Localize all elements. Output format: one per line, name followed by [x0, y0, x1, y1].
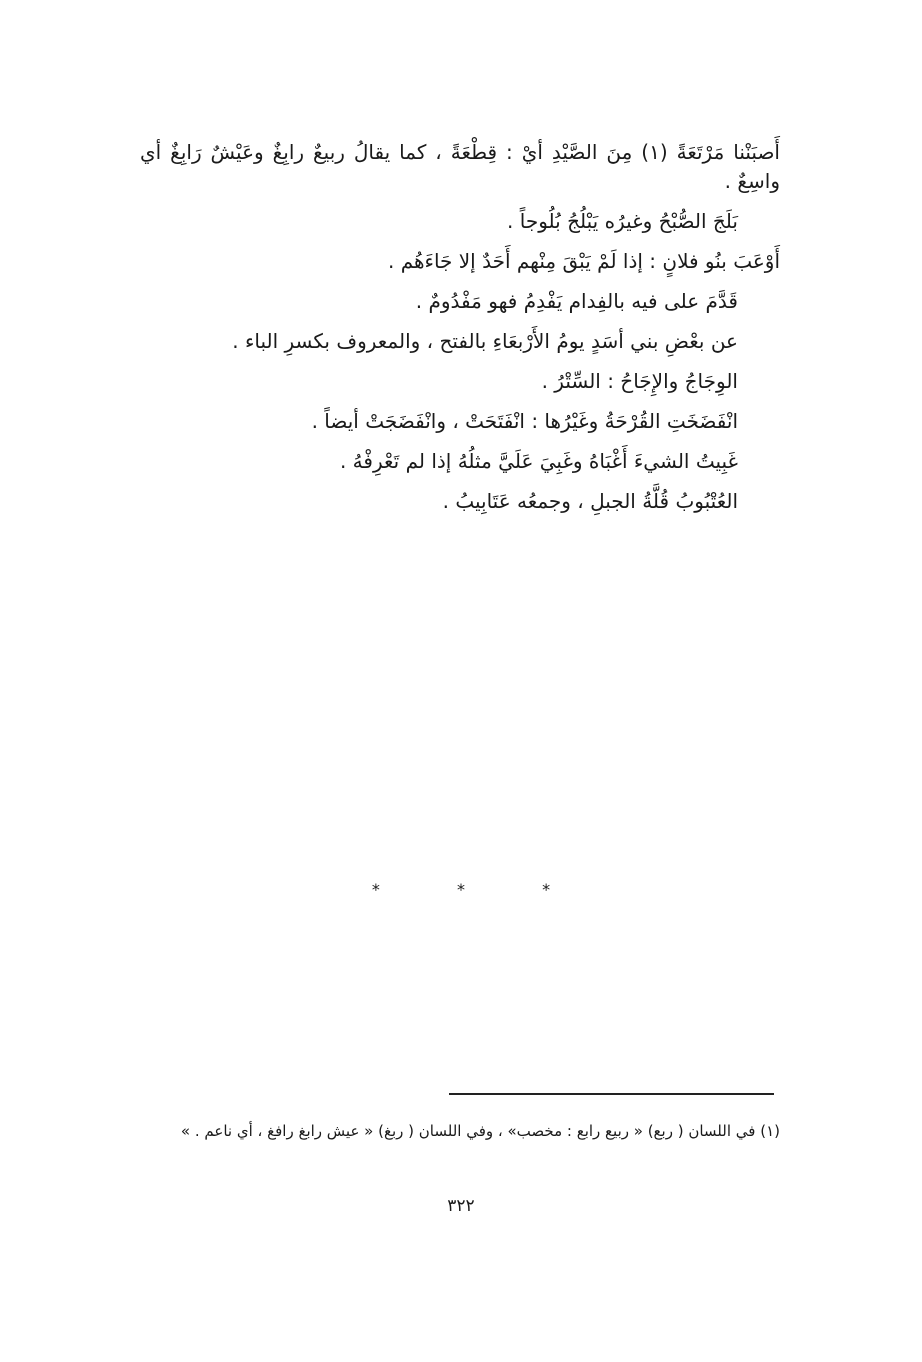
- main-text: [140, 138, 780, 527]
- footnote-divider: [449, 1093, 774, 1095]
- footnote: (١) في اللسان ( ربع) « ربيع رابع : مخصب» ، وفي اللسان ( ربغ) « عيش رابغ رافغ ، أي ناعم . »: [180, 1122, 780, 1140]
- paragraph-balaja: بَلَجَ الصُّبْحُ وغيرُه يَبْلُجُ بُلُوجاً .: [507, 209, 738, 233]
- page-number: ٣٢٢: [447, 1196, 475, 1216]
- paragraph-arbiaa: عن بعْضِ بني أسَدٍ يومُ الأَرْبعَاءِ بالفتح ، والمعروف بكسرِ الباء .: [232, 329, 738, 353]
- paragraph-utbub: العُتْبُوبُ قُلَّةُ الجبلِ ، وجمعُه عَتَابِيبُ .: [442, 489, 738, 513]
- paragraph-wijaj: الوِجَاجُ والإِجَاحُ : السِّتْرُ .: [541, 369, 738, 393]
- paragraph-awaba: أَوْعَبَ بنُو فلانٍ : إذا لَمْ يَبْقَ مِنْهم أَحَدٌ إلا جَاءَهُم .: [387, 249, 780, 273]
- paragraph-infadakhat: انْفَضَخَتِ القُرْحَةُ وغَيْرُها : انْفَتَحَتْ ، وانْفَضَجَتْ أيضاً .: [311, 409, 738, 433]
- paragraph-fidam: قَدَّمَ على فيه بالفِدام يَفْدِمُ فهو مَفْدُومٌ .: [415, 289, 738, 313]
- paragraph-ghabitu: غَبِيتُ الشيءَ أَغْبَاهُ وغَبِيَ عَلَيَّ مثلُهُ إذا لم تَعْرِفْهُ .: [339, 449, 738, 473]
- section-separator: * * *: [371, 880, 587, 899]
- paragraph-martaa: أَصبَنْنا مَرْتَعَةً (١) مِنَ الصَّيْدِ أيْ : قِطْعَةً ، كما يقالُ ربيعٌ رابِغٌ وعَيْشٌ رَابِغٌ أي واسِعٌ .: [140, 140, 780, 193]
